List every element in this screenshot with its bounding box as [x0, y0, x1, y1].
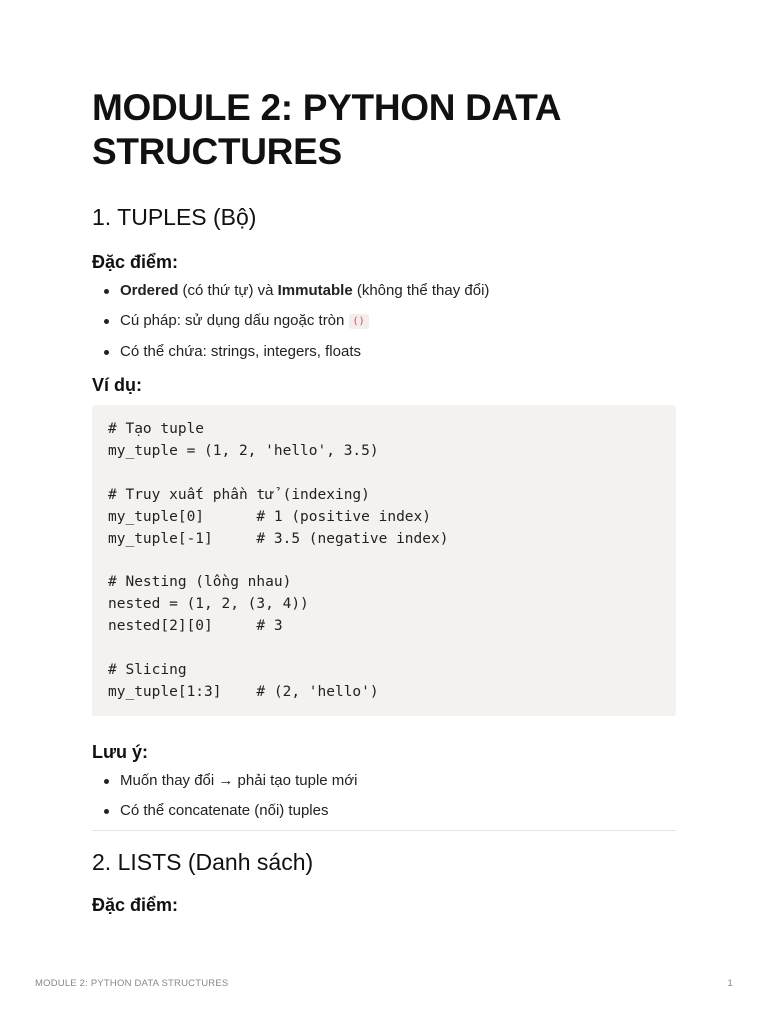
list-item — [120, 341, 676, 363]
list-item-text: Cú pháp: sử dụng dấu ngoặc tròn — [120, 312, 349, 329]
section-heading-lists: 2. LISTS (Danh sách) — [92, 848, 314, 875]
inline-code: () — [349, 314, 369, 329]
list-item-text: (không thể thay đổi) — [352, 282, 490, 299]
section-heading-tuples: 1. TUPLES (Bộ) — [92, 204, 257, 230]
bold-term-ordered: Ordered — [120, 282, 179, 299]
page-number: 1 — [727, 978, 733, 989]
list-item — [120, 310, 676, 333]
list-item-text: (có thứ tự) và — [178, 282, 278, 299]
features-list — [92, 280, 676, 363]
note-heading: Lưu ý: — [92, 741, 149, 762]
list-item: Muốn thay đổi → phải tạo tuple mới — [120, 770, 676, 792]
features-heading: Đặc điểm: — [92, 894, 179, 915]
list-item — [120, 280, 676, 302]
code-block: # Tạo tuple my_tuple = (1, 2, 'hello', 3.5) # Truy xuất phần tử (indexing) my_tuple[0] # 1 (positive index) my_tuple[-1] # 3.5 (negative index) # Nesting (lồng nhau) nested = (1, 2, (3, 4)) nested[2][0] # 3 # Slicing my_tuple[1:3] # (2, 'hello') — [92, 405, 676, 716]
list-item-text: Có thể chứa: strings, integers, floats — [120, 343, 361, 360]
example-heading: Ví dụ: — [92, 375, 142, 395]
page-footer — [35, 978, 733, 989]
features-heading: Đặc điểm: — [92, 252, 179, 272]
bold-term-immutable: Immutable — [277, 282, 353, 299]
document-body — [92, 86, 676, 917]
page-title: MODULE 2: PYTHON DATA STRUCTURES — [92, 87, 560, 172]
footer-title: MODULE 2: PYTHON DATA STRUCTURES — [35, 978, 229, 989]
section-divider — [92, 830, 676, 831]
notes-list — [92, 770, 676, 822]
list-item: Có thể concatenate (nối) tuples — [120, 800, 676, 822]
